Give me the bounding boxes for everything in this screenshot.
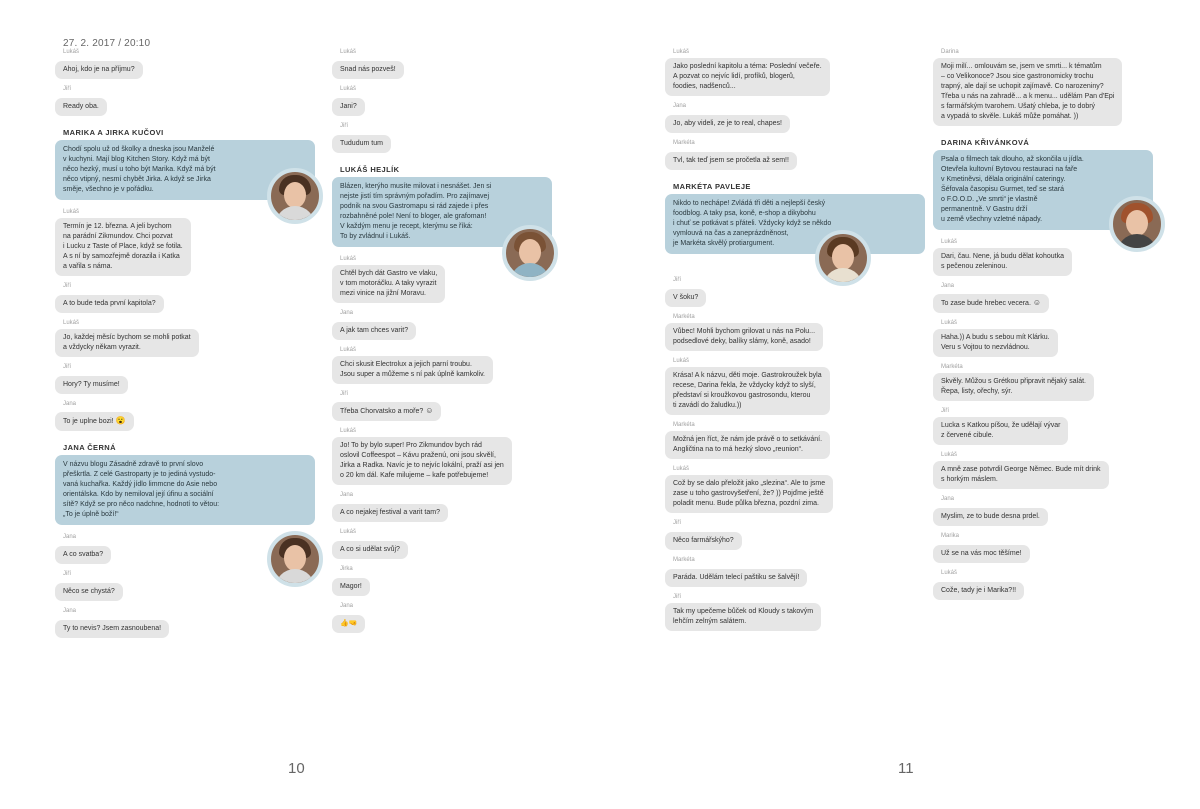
chat-column-1	[55, 48, 315, 644]
message-bubble: Cože, tady je i Marika?!!	[933, 582, 1024, 600]
sender-name: Lukáš	[340, 529, 357, 535]
grin-emoji-icon: ☺	[1032, 298, 1042, 307]
message-bubble: A co svatba?	[55, 546, 111, 564]
message-bubble: Jo! To by bylo super! Pro Zikmundov bych rád oslovil Coffeespot – Kávu praženú, oni jsou skvělí, Jirka a Radka. Navíc je to nejvíc lokální, praží asi jen o 20 km dál. Kafe milujeme – kafe potřebujeme!	[332, 437, 512, 485]
message-text: To zase bude hrebec vecera.	[941, 300, 1031, 307]
sender-name: Lukáš	[673, 466, 690, 472]
chat-message	[933, 451, 1153, 489]
sender-name: Jana	[941, 283, 955, 289]
profile-name: LUKÁŠ HEJLÍK	[340, 165, 400, 174]
chat-message	[665, 357, 925, 415]
sender-name: Lukáš	[941, 452, 958, 458]
sender-name: Markéta	[673, 140, 695, 146]
chat-message	[665, 593, 925, 631]
message-bubble: V šoku?	[665, 289, 706, 307]
chat-column-4	[933, 48, 1153, 606]
message-bubble: Lucka s Katkou píšou, že udělají vývar z červené cibule.	[933, 417, 1068, 445]
chat-message	[332, 491, 552, 522]
message-bubble: Jani?	[332, 98, 365, 116]
chat-date: 27. 2. 2017 / 20:10	[63, 38, 151, 49]
chat-message	[665, 48, 925, 96]
chat-message	[933, 319, 1153, 357]
avatar	[267, 531, 323, 587]
chat-message	[933, 569, 1153, 600]
message-bubble: Snad nás pozveš!	[332, 61, 404, 79]
chat-message	[933, 363, 1153, 401]
message-bubble: Něco se chystá?	[55, 583, 123, 601]
sender-name: Jana	[340, 603, 354, 609]
message-bubble: Ty to nevis? Jsem zasnoubena!	[55, 620, 169, 638]
message-bubble: A to bude teda první kapitola?	[55, 295, 164, 313]
sender-name: Jiří	[673, 594, 681, 600]
profile-bio: Chodí spolu už od školky a dneska jsou Manželé v kuchyni. Mají blog Kitchen Story. Když má být něco hezký, musí u toho být Marika. Když má být něco vtipný, nesmí chybět Jirka. A když se Jirka směje, všechno je v pořádku.	[55, 140, 315, 200]
sender-name: Lukáš	[340, 256, 357, 262]
message-bubble: A jak tam chces varit?	[332, 322, 416, 340]
message-bubble: A co nejakej festival a varit tam?	[332, 504, 448, 522]
page-number: 10	[288, 760, 305, 777]
sender-name: Jana	[340, 310, 354, 316]
sender-name: Lukáš	[673, 358, 690, 364]
message-bubble: Hory? Ty musíme!	[55, 376, 128, 394]
sender-name: Marika	[941, 533, 960, 539]
profile-bio: Nikdo to nechápe! Zvládá tři děti a nejlepší český foodblog. A taky psa, koně, e-shop a dikybohu i chuť se potkávat s přáteli. Vždycky když se někdo vymlouvá na čas a zaneprázdněnost, je Markéta skvělý protiargument.	[665, 194, 925, 254]
chat-message	[55, 607, 315, 638]
message-bubble: Už se na vás moc těšíme!	[933, 545, 1030, 563]
chat-column-2	[332, 48, 552, 639]
message-bubble: Což by se dalo přeložit jako „slezina“. Ale to jsme zase u toho gastrovyšetření, že? )) Pojďme ještě poladit menu. Bude půlka března, pozdní zima.	[665, 475, 833, 513]
sender-name: Lukáš	[941, 239, 958, 245]
sender-name: Jana	[340, 492, 354, 498]
message-bubble	[55, 412, 134, 431]
message-bubble	[332, 402, 441, 421]
profile-name: MARKÉTA PAVLEJE	[673, 182, 751, 191]
message-bubble: Ready oba.	[55, 98, 107, 116]
chat-column-3	[665, 48, 925, 637]
message-bubble: Paráda. Udělám telecí paštiku se šalvějí!	[665, 569, 807, 587]
message-bubble: Chci skusit Electrolux a jejich parní troubu. Jsou super a můžeme s ní pak úplně kamkoliv.	[332, 356, 493, 384]
chat-message	[665, 465, 925, 513]
message-bubble: Něco farmářskýho?	[665, 532, 742, 550]
chat-message	[332, 346, 552, 384]
chat-message	[55, 400, 315, 431]
profile-name: MARIKA A JIRKA KUČOVI	[63, 128, 164, 137]
message-bubble: Jo, aby videli, ze je to real, chapes!	[665, 115, 790, 133]
sender-name: Darina	[941, 49, 959, 55]
sender-name: Jirka	[340, 566, 353, 572]
profile-bio: V názvu blogu Zásadně zdravě to první slovo přeškrtla. Z celé Gastroparty je to jediná vystudo- vaná kuchařka. Každý jídlo limmcne do Asie nebo orientálska. Kdo by nemiloval její úfinu a sociální sítě? Když se pro něco nadchne, hodnotí to větou: „To je úplně boží!“	[55, 455, 315, 525]
sender-name: Lukáš	[340, 49, 357, 55]
sender-name: Lukáš	[340, 347, 357, 353]
chat-message	[55, 363, 315, 394]
sender-name: Jiří	[63, 571, 71, 577]
message-bubble: Tak my upečeme bůček od Kloudy s takovým lehčím zelným salátem.	[665, 603, 821, 631]
sender-name: Markéta	[673, 314, 695, 320]
sender-name: Jana	[63, 534, 77, 540]
chat-message	[933, 495, 1153, 526]
sender-name: Jiří	[63, 283, 71, 289]
message-bubble: Jako poslední kapitolu a téma: Poslední večeře. A pozvat co nejvíc lidí, profíků, blogerů, foodies, nadšenců...	[665, 58, 830, 96]
message-bubble: Magor!	[332, 578, 370, 596]
message-bubble: Krása! A k názvu, děti moje. Gastrokroužek byla recese, Darina řekla, že vždycky když to slyší, představí si kroužkovou gastrosondu, kterou ti zavádí do žaludku.))	[665, 367, 830, 415]
sender-name: Jana	[941, 496, 955, 502]
chat-message	[665, 556, 925, 587]
avatar	[502, 225, 558, 281]
profile-card	[332, 165, 552, 247]
chat-message	[665, 102, 925, 133]
chat-message	[933, 48, 1153, 126]
sender-name: Markéta	[941, 364, 963, 370]
chat-message	[332, 309, 552, 340]
right-page	[600, 0, 1200, 809]
avatar	[267, 168, 323, 224]
message-text: Třeba Chorvatsko a moře?	[340, 408, 424, 415]
emoji-icon: 😮	[115, 416, 126, 425]
sender-name: Lukáš	[63, 209, 80, 215]
sender-name: Jiří	[340, 123, 348, 129]
sender-name: Jiří	[340, 391, 348, 397]
sender-name: Lukáš	[673, 49, 690, 55]
sender-name: Jana	[63, 401, 77, 407]
avatar	[815, 230, 871, 286]
chat-message	[332, 427, 552, 485]
message-bubble: Tvl, tak teď jsem se pročetla až sem!!	[665, 152, 797, 170]
profile-name: DARINA KŘIVÁNKOVÁ	[941, 138, 1030, 147]
message-bubble: Myslim, ze to bude desna prdel.	[933, 508, 1048, 526]
chat-message	[933, 532, 1153, 563]
chat-message	[332, 528, 552, 559]
avatar	[1109, 196, 1165, 252]
sender-name: Lukáš	[941, 320, 958, 326]
sender-name: Jiří	[63, 86, 71, 92]
smile-emoji-icon: ☺	[425, 406, 434, 415]
message-bubble: Vůbec! Mohli bychom grilovat u nás na Polu... podsedlové deky, balíky slámy, koně, asado!	[665, 323, 823, 351]
chat-message	[332, 565, 552, 596]
sender-name: Lukáš	[941, 570, 958, 576]
chat-message	[55, 319, 315, 357]
message-bubble: Chtěl bych dát Gastro ve vlaku, v tom motoráčku. A taky vyrazit mezi vinice na jižní Moravu.	[332, 265, 445, 303]
chat-message	[55, 282, 315, 313]
message-bubble: Tududum tum	[332, 135, 391, 153]
sender-name: Lukáš	[63, 320, 80, 326]
chat-message	[933, 407, 1153, 445]
sender-name: Markéta	[673, 557, 695, 563]
message-bubble: A co si udělat svůj?	[332, 541, 408, 559]
message-bubble: Dari, čau. Nene, já budu dělat kohoutka s pečenou zeleninou.	[933, 248, 1072, 276]
message-bubble: Ahoj, kdo je na příjmu?	[55, 61, 143, 79]
profile-card	[55, 443, 315, 525]
chat-message	[332, 48, 552, 79]
chat-message	[933, 282, 1153, 313]
message-bubble: Termín je 12. března. A jeli bychom na parádní Zikmundov. Chci pozvat i Lucku z Taste of Place, když se fotila. A s ní by samozřejmě dorazila i Katka a vařila s náma.	[55, 218, 191, 276]
sender-name: Jana	[673, 103, 687, 109]
sender-name: Markéta	[673, 422, 695, 428]
profile-card	[55, 128, 315, 200]
sender-name: Jiří	[63, 364, 71, 370]
profile-card	[665, 182, 925, 254]
profile-card	[933, 138, 1153, 230]
chat-message	[665, 421, 925, 459]
sender-name: Lukáš	[340, 428, 357, 434]
sender-name: Jiří	[941, 408, 949, 414]
chat-message	[332, 390, 552, 421]
chat-message	[55, 85, 315, 116]
sender-name: Lukáš	[340, 86, 357, 92]
chat-message	[665, 139, 925, 170]
page-number: 11	[898, 760, 914, 777]
chat-message	[665, 313, 925, 351]
chat-message	[55, 48, 315, 79]
chat-message	[332, 85, 552, 116]
sender-name: Jiří	[673, 277, 681, 283]
chat-message	[665, 276, 925, 307]
message-bubble: Jo, každej měsíc bychom se mohli potkat a vždycky někam vyrazit.	[55, 329, 199, 357]
message-text: To je uplne bozi!	[63, 418, 114, 425]
sender-name: Jana	[63, 608, 77, 614]
sender-name: Jiří	[673, 520, 681, 526]
chat-message	[665, 519, 925, 550]
message-bubble	[933, 294, 1049, 313]
message-bubble: Haha.)) A budu s sebou mít Klárku. Veru s Vojtou to nezvládnou.	[933, 329, 1058, 357]
message-bubble: A mně zase potvrdil George Němec. Bude mít drink s horkým máslem.	[933, 461, 1109, 489]
sender-name: Lukáš	[63, 49, 80, 55]
message-bubble: Skvěly. Můžou s Grétkou připravit nějaký salát. Řepa, listy, ořechy, sýr.	[933, 373, 1094, 401]
profile-bio: Blázen, kterýho musíte milovat i nesnášet. Jen si nejste jistí tím správným pořadím. Pro zajímavej podnik na svou Gastromapu si rád zajede i přes rozbahněné pole! Není to bloger, ale grafoman! V každým menu je recept, kterýmu se říká: To by zvládnul i Lukáš.	[332, 177, 552, 247]
chat-message	[332, 602, 552, 633]
thumbs-emoji-icon: 👍🤜	[332, 615, 365, 633]
message-bubble: Možná jen říct, že nám jde právě o to setkávání. Angličtina na to má hezký slovo „reunion“.	[665, 431, 830, 459]
chat-message	[332, 122, 552, 153]
profile-name: JANA ČERNÁ	[63, 443, 116, 452]
message-bubble: Moji milí... omlouvám se, jsem ve smrti... k tématům – co Velikonoce? Jsou sice gastronomicky trochu trapný, ale dají se uchopit zajímavě. Co narozeniny? Třeba u nás na zahradě... a k menu... udělám Pan d'Epi s farmářským tvarohem. Ušatý chleba, je to dobrý a vypadá to skvěle. Lukáš může pomáhat. ))	[933, 58, 1122, 126]
profile-bio: Psala o filmech tak dlouho, až skončila u jídla. Otevřela kultovní Bytovou restauraci na faře v Kmetiněvsi, dělala originální cateringy. Šéfovala časopisu Gurmet, teď se stará o F.O.O.D. „Ve smrti“ je vlastně permanentně. V Gastru drží u země všechny vzletné nápady.	[933, 150, 1153, 230]
